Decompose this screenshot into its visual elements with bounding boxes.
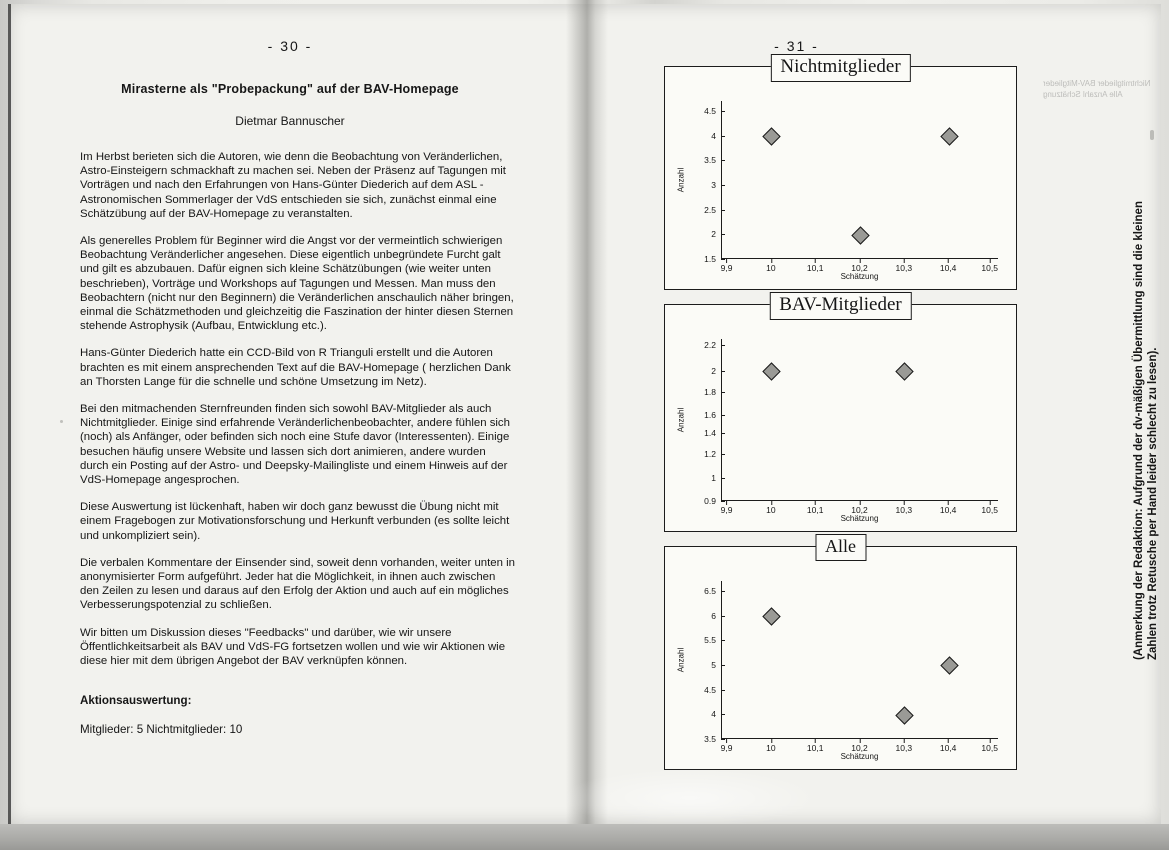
- y-tick: 1.2: [704, 449, 721, 459]
- y-tick: 1.4: [704, 428, 721, 438]
- y-tick: 1.5: [704, 254, 721, 264]
- x-tick: 10,4: [940, 259, 957, 273]
- page-edge-shadow: [8, 4, 11, 824]
- y-tick: 5.5: [704, 635, 721, 645]
- right-page: [612, 8, 1161, 820]
- side-note-line-1: (Anmerkung der Redaktion: Aufgrund der dv-mäßigen Übermittlung sind die kleinen: [1133, 201, 1145, 660]
- paragraph-2: Als generelles Problem für Beginner wird die Angst vor der vermeintlich schwierigen Beobachtung Veränderlicher angesehen. Diese eigentlich unbegründete Furcht galt und gilt es abzubauen. Dafür eignen sich kleine Schätzübungen (wie weiter unten beschrieben), Vorträge und Workshops auf Tagungen und Messen. Man muss den Beobachtern (nicht nur den Beginnern) die Veränderlichen anschaulich näher bringen, einmal die Schätzmethoden und gleichzeitig die Faszination der hinter diesen Sternen stehende Astrophysik (Aufbau, Entwicklung etc.).: [80, 235, 514, 333]
- x-axis-label-3: Schätzung: [840, 752, 879, 761]
- y-tick: 3: [711, 180, 721, 190]
- data-point: [763, 607, 781, 625]
- x-tick: 10,5: [981, 501, 998, 515]
- x-tick: 10,1: [807, 501, 824, 515]
- data-point: [763, 362, 781, 380]
- paragraph-1: Im Herbst berieten sich die Autoren, wie denn die Beobachtung von Veränderlichen, Astro-Einsteigern schmackhaft zu machen sei. Neben der Präsenz auf Tagungen mit Vorträgen und nach den Erfahrungen von Hans-Günter Diederich auf dem ASL - Astronomischen Sommerlager der VdS entschieden sie sich, zunächst einmal eine Schätzübung auf der BAV-Homepage zu veranstalten.: [80, 151, 506, 220]
- scanner-bed-bottom: [0, 824, 1169, 850]
- editorial-side-note: [1131, 104, 1159, 664]
- x-axis-label-1: Schätzung: [840, 272, 879, 281]
- side-note-line-2: Zahlen trotz Retusche per Hand leider schlecht zu lesen).: [1147, 347, 1159, 660]
- paragraph-6: Die verbalen Kommentare der Einsender sind, soweit denn vorhanden, weiter unten in anonymisierter Form aufgeführt. Jeder hat die Möglichkeit, in ihnen auch zwischen den Zeilen zu lesen und daraus auf den Erfolg der Aktion und auch auf ein mögliches Verbesserungspotenzial zu schließen.: [80, 556, 515, 612]
- x-tick: 10,3: [896, 259, 913, 273]
- x-tick: 9,9: [721, 259, 733, 273]
- y-tick: 4: [711, 709, 721, 719]
- paragraph-7: Wir bitten um Diskussion dieses "Feedbacks" und darüber, wie wir unsere Öffentlichkeitsarbeit als BAV und VdS-FG fortsetzen wollen und wie wir Aktionen wie diese hier mit dem übrigen Angebot der BAV verknüpfen können.: [80, 626, 506, 668]
- y-axis-label-2: Anzahl: [676, 407, 686, 433]
- x-tick: 10,3: [896, 739, 913, 753]
- article-title: Mirasterne als "Probepackung" auf der BAV-Homepage: [121, 82, 459, 96]
- x-axis-label-2: Schätzung: [840, 514, 879, 523]
- y-tick: 2: [711, 229, 721, 239]
- section-heading: Aktionsauswertung:: [80, 694, 192, 708]
- charts-container: [664, 56, 1017, 784]
- plot-area-2: [676, 339, 998, 523]
- x-tick: 10,2: [851, 501, 868, 515]
- y-axis-2: [721, 339, 722, 501]
- x-tick: 10,4: [940, 739, 957, 753]
- x-tick: 10,2: [851, 259, 868, 273]
- paragraph-4: Bei den mitmachenden Sternfreunden finden sich sowohl BAV-Mitglieder als auch Nichtmitglieder. Einige sind erfahrende Veränderlichenbeobachter, andere fühlen sich (noch) als Anfänger, oder befinden sich noch eine Stufe davor (Interessenten). Einige besuchen häufig unsere Website und lassen sich dort animieren, andere wurden durch ein Posting auf der Astro- und Deepsky-Mailingliste und einem Hinweis auf der VdS-Homepage angesprochen.: [80, 403, 510, 487]
- chart-alle: [664, 536, 1017, 770]
- y-tick: 2.5: [704, 205, 721, 215]
- chart-bav-mitglieder: [664, 294, 1017, 532]
- data-point: [896, 706, 914, 724]
- plot-area-3: [676, 581, 998, 761]
- chart-nichtmitglieder: [664, 56, 1017, 290]
- x-tick: 10,5: [981, 739, 998, 753]
- data-point: [940, 127, 958, 145]
- article-body: [80, 150, 516, 668]
- y-tick: 1.6: [704, 410, 721, 420]
- y-tick: 4: [711, 131, 721, 141]
- y-tick: 3.5: [704, 155, 721, 165]
- y-tick: 2.2: [704, 340, 721, 350]
- y-axis-label-3: Anzahl: [676, 647, 686, 673]
- y-tick: 4.5: [704, 106, 721, 116]
- paragraph-3: Hans-Günter Diederich hatte ein CCD-Bild von R Trianguli erstellt und die Autoren brachten es mit einem ansprechenden Text auf die BAV-Homepage ( herzlichen Dank an Thorsten Lange für die schnelle und schöne Umsetzung im Netz).: [80, 347, 511, 388]
- y-tick: 4.5: [704, 685, 721, 695]
- y-tick: 3.5: [704, 734, 721, 744]
- data-point: [896, 362, 914, 380]
- x-tick: 10,1: [807, 739, 824, 753]
- member-counts: Mitglieder: 5 Nichtmitglieder: 10: [80, 723, 243, 737]
- page-number-right: - 31 -: [774, 38, 819, 54]
- x-tick: 10,3: [896, 501, 913, 515]
- y-axis-label-1: Anzahl: [676, 167, 686, 193]
- plot-area-1: [676, 101, 998, 281]
- paragraph-5: Diese Auswertung ist lückenhaft, haben wir doch ganz bewusst die Übung nicht mit einem Fragebogen zur Motivationsforschung und Herkunft verbunden (es sollte leicht und unkompliziert sein).: [80, 501, 510, 542]
- x-tick: 10,4: [940, 501, 957, 515]
- x-tick: 9,9: [721, 501, 733, 515]
- page-number-left: - 30 -: [267, 38, 313, 54]
- x-tick: 9,9: [721, 739, 733, 753]
- bleed-through-text: Nichtmitglieder BAV-Mitglieder Alle Anzahl Schätzung: [1043, 79, 1151, 99]
- y-tick: 0.9: [704, 496, 721, 506]
- scan-speck: [60, 420, 63, 423]
- x-tick: 10,2: [851, 739, 868, 753]
- y-tick: 1: [711, 473, 721, 483]
- left-page: [14, 8, 566, 820]
- data-point: [763, 127, 781, 145]
- y-tick: 2: [711, 366, 721, 376]
- chart-title-1: Nichtmitglieder: [770, 54, 910, 82]
- scan-speck: [1150, 130, 1154, 140]
- x-tick: 10,5: [981, 259, 998, 273]
- article-author: Dietmar Bannuscher: [235, 114, 345, 128]
- chart-title-3: Alle: [815, 534, 866, 561]
- x-tick: 10: [766, 259, 775, 273]
- x-tick: 10: [766, 739, 775, 753]
- x-tick: 10: [766, 501, 775, 515]
- y-tick: 5: [711, 660, 721, 670]
- chart-title-2: BAV-Mitglieder: [769, 292, 911, 320]
- x-tick: 10,1: [807, 259, 824, 273]
- y-tick: 6.5: [704, 586, 721, 596]
- data-point: [940, 657, 958, 675]
- y-tick: 6: [711, 611, 721, 621]
- y-tick: 1.8: [704, 387, 721, 397]
- data-point: [851, 226, 869, 244]
